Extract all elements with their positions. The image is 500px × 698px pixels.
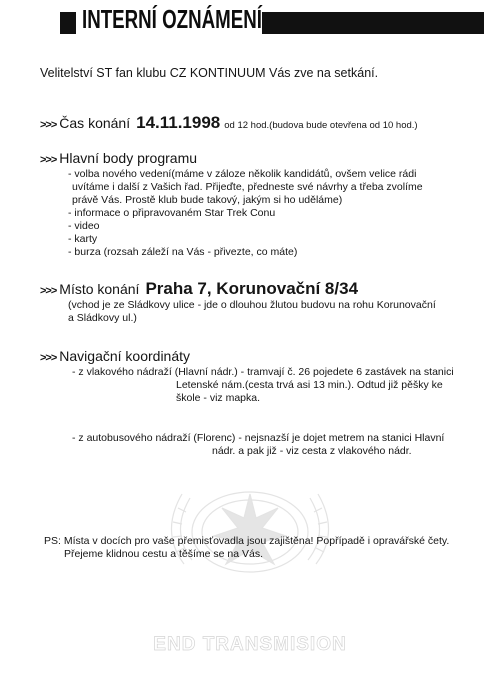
- place-heading: [40, 279, 358, 299]
- program-line: právě Vás. Prostě klub bude takový, jakým si ho uděláme): [72, 194, 343, 206]
- program-line: - burza (rozsah záleží na Vás - přivezte, co máte): [68, 246, 298, 258]
- bus-route-line: - z autobusového nádraží (Florenc) - nejsnazší je dojet metrem na stanici Hlavní: [72, 432, 445, 444]
- program-line: - informace o připravovaném Star Trek Conu: [68, 207, 276, 219]
- arrow-bullet-icon: >>>: [40, 119, 57, 131]
- train-route-line: - z vlakového nádraží (Hlavní nádr.) - tramvají č. 26 pojedete 6 zastávek na stanici: [72, 366, 454, 378]
- arrow-bullet-icon: >>>: [40, 154, 57, 166]
- end-transmission-watermark: END TRANSMISION: [153, 634, 347, 655]
- program-line: uvítáme i další z Vašich řad. Přijeďte, předneste své návrhy a třeba zvolíme: [72, 181, 423, 193]
- time-note: od 12 hod.(budova bude otevřena od 10 hod.): [224, 120, 418, 131]
- header-bar-right: [262, 12, 484, 34]
- program-line: - volba nového vedení(máme v záloze několik kandidátů, ovšem velice rádi: [68, 168, 417, 180]
- ps-line: PS: Místa v docích pro vaše přemisťovadla jsou zajištěna! Popřípadě i opravářské čety.: [44, 535, 450, 547]
- program-heading: [40, 150, 197, 166]
- place-line: a Sládkovy ul.): [68, 312, 137, 324]
- event-date: 14.11.1998: [136, 113, 221, 132]
- header-bar-left: [60, 12, 76, 34]
- event-address: Praha 7, Korunovační 8/34: [145, 279, 359, 298]
- navigation-heading: [40, 348, 190, 364]
- bus-route-line: nádr. a pak již - viz cesta z vlakového nádr.: [212, 445, 412, 457]
- arrow-bullet-icon: >>>: [40, 285, 57, 297]
- time-label: Čas konání: [59, 115, 131, 131]
- program-line: - video: [68, 220, 100, 232]
- program-line: - karty: [68, 233, 98, 245]
- time-heading: [40, 113, 418, 133]
- ps-line: Přejeme klidnou cestu a těšíme se na Vás.: [64, 548, 264, 560]
- train-route-line: Letenské nám.(cesta trvá asi 13 min.). Odtud již pěšky ke: [176, 379, 443, 391]
- arrow-bullet-icon: >>>: [40, 352, 57, 364]
- program-label: Hlavní body programu: [59, 150, 198, 166]
- place-line: (vchod je ze Sládkovy ulice - jde o dlouhou žlutou budovu na rohu Korunovační: [68, 299, 436, 311]
- train-route-line: škole - viz mapka.: [176, 392, 261, 404]
- place-label: Místo konání: [59, 281, 140, 297]
- intro-text: Velitelství ST fan klubu CZ KONTINUUM Vás zve na setkání.: [40, 66, 379, 80]
- federation-emblem-icon: [150, 432, 350, 632]
- navigation-label: Navigační koordináty: [59, 348, 191, 364]
- page-title: INTERNÍ OZNÁMENÍ: [82, 4, 262, 34]
